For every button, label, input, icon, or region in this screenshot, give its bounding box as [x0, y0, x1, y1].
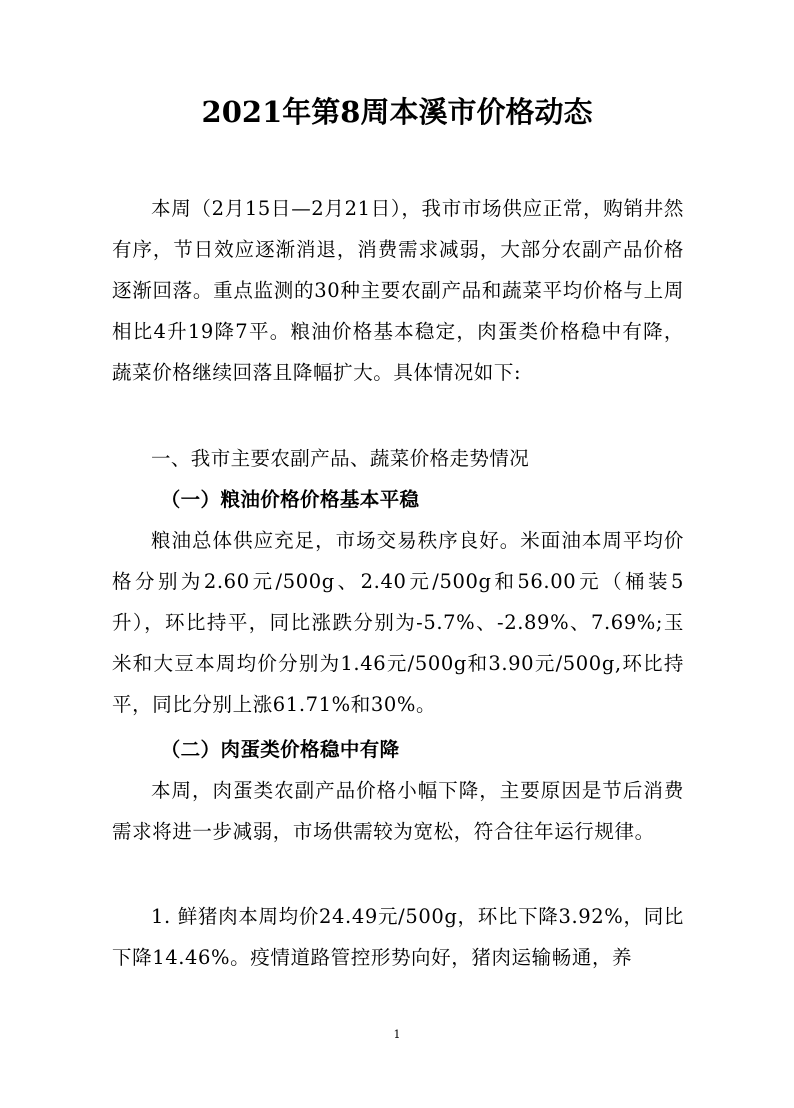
meat-egg-paragraph: 本周，肉蛋类农副产品价格小幅下降，主要原因是节后消费需求将进一步减弱，市场供需较为宽松，符合往年运行规律。: [112, 779, 684, 843]
subsection-heading-1: （一）粮油价格价格基本平稳: [160, 488, 420, 511]
document-title: 2021年第8周本溪市价格动态: [201, 95, 593, 129]
pork-paragraph: 1. 鲜猪肉本周均价24.49元/500g，环比下降3.92%，同比下降14.46%。疫情道路管控形势向好，猪肉运输畅通，养: [112, 905, 684, 969]
page-number: 1: [393, 1028, 401, 1041]
intro-paragraph: 本周（2月15日—2月21日），我市市场供应正常，购销井然有序，节日效应逐渐消退，消费需求减弱，大部分农副产品价格逐渐回落。重点监测的30种主要农副产品和蔬菜平均价格与上周相比4升19降7平。粮油价格基本稳定，肉蛋类价格稳中有降，蔬菜价格继续回落且降幅扩大。具体情况如下:: [112, 197, 684, 384]
grain-oil-paragraph: 粮油总体供应充足，市场交易秩序良好。米面油本周平均价格分别为2.60元/500g、2.40元/500g和56.00元（桶装5升），环比持平，同比涨跌分别为-5.7%、-2.89%、7.69%;玉米和大豆本周均价分别为1.46元/500g和3.90元/500g,环比持平，同比分别上涨61.71%和30%。: [112, 529, 684, 716]
section-heading-1: 一、我市主要农副产品、蔬菜价格走势情况: [151, 447, 530, 470]
subsection-heading-2: （二）肉蛋类价格稳中有降: [160, 738, 400, 761]
